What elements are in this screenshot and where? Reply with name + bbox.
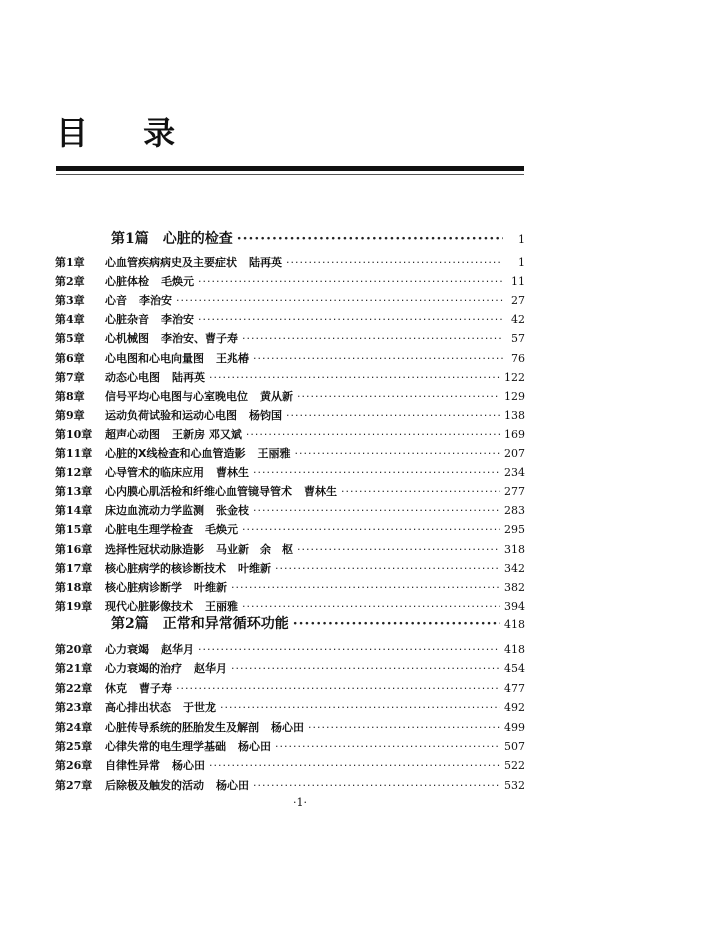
toc-chapter-row[interactable]: [55, 388, 525, 404]
chapter-title: 自律性异常: [105, 759, 160, 773]
toc-chapter-row[interactable]: [55, 445, 525, 461]
chapter-label: 第13章: [55, 485, 93, 499]
chapter-title: 心电图和心电向量图: [105, 351, 204, 365]
dot-leader: [253, 352, 503, 365]
dot-leader: [253, 504, 500, 517]
title-rule-thick: [56, 166, 524, 171]
chapter-title: 休克: [105, 681, 127, 695]
chapter-page-number: 42: [511, 313, 525, 327]
chapter-page-number: 342: [504, 561, 525, 575]
dot-leader: [198, 313, 503, 326]
chapter-title: 心脏电生理学检查: [105, 523, 193, 537]
chapter-page-number: 507: [504, 740, 525, 753]
chapter-page-number: 122: [504, 370, 525, 384]
toc-chapter-row[interactable]: [55, 311, 525, 327]
chapter-author: 王丽雅: [257, 447, 291, 460]
chapter-title: 心音: [105, 294, 127, 308]
chapter-label: 第24章: [55, 720, 93, 734]
chapter-page-number: 477: [504, 681, 525, 695]
chapter-label: 第12章: [55, 466, 93, 480]
chapter-author: 杨心田: [216, 778, 249, 792]
chapter-page-number: 207: [504, 447, 525, 460]
chapter-author: 赵华月: [194, 662, 227, 676]
chapter-title: 后除极及触发的活动: [105, 778, 204, 792]
dot-leader: [231, 662, 500, 675]
chapter-title: 动态心电图: [105, 370, 160, 384]
chapter-page-number: 492: [504, 701, 525, 715]
chapter-title: 运动负荷试验和运动心电图: [105, 408, 237, 422]
dot-leader: [253, 779, 500, 792]
chapter-label: 第7章: [55, 370, 85, 384]
toc-chapter-row[interactable]: [55, 330, 525, 346]
dot-leader: [209, 759, 500, 772]
chapter-page-number: 318: [504, 542, 525, 556]
toc-chapter-row[interactable]: [55, 641, 525, 657]
chapter-author: 毛焕元: [205, 523, 238, 537]
chapter-page-number: 1: [518, 256, 525, 269]
page-title: 目 录: [56, 114, 198, 152]
chapter-author: 曹林生: [304, 485, 337, 499]
chapter-title: 核心脏病学的核诊断技术: [105, 561, 226, 575]
chapter-author: 曹子寿: [139, 681, 172, 695]
chapter-title: 高心排出状态: [105, 701, 171, 715]
toc-chapter-row[interactable]: [55, 757, 525, 773]
chapter-author: 李治安: [161, 313, 194, 327]
chapter-page-number: 277: [504, 485, 525, 499]
chapter-page-number: 76: [511, 351, 525, 365]
chapter-author: 李治安: [139, 294, 172, 308]
chapter-author: 杨心田: [238, 740, 271, 753]
chapter-author: 陆再英: [172, 370, 205, 384]
chapter-title: 心脏传导系统的胚胎发生及解剖: [105, 720, 259, 734]
chapter-title: 选择性冠状动脉造影: [105, 542, 204, 556]
toc-chapter-row[interactable]: [55, 660, 525, 676]
toc-chapter-row[interactable]: [55, 502, 525, 518]
chapter-title: 心力衰竭的治疗: [105, 662, 182, 676]
chapter-title: 信号平均心电图与心室晚电位: [105, 389, 248, 403]
toc-chapter-row[interactable]: [55, 579, 525, 595]
toc-chapter-row[interactable]: [55, 426, 525, 442]
page-number-footer: ·1·: [293, 796, 307, 809]
chapter-title: 心内膜心肌活检和纤维心血管镜导管术: [105, 485, 292, 499]
toc-chapter-row[interactable]: [55, 350, 525, 366]
chapter-author: 杨钧国: [249, 408, 282, 422]
part-page-number: 418: [504, 618, 525, 631]
dot-leader: [176, 682, 500, 695]
chapter-label: 第8章: [55, 389, 85, 403]
title-rule-thin: [56, 174, 524, 175]
toc-chapter-row[interactable]: [55, 483, 525, 499]
chapter-page-number: 234: [504, 466, 525, 480]
chapter-label: 第17章: [55, 561, 93, 575]
toc-chapter-row[interactable]: [55, 699, 525, 715]
chapter-page-number: 169: [504, 427, 525, 441]
chapter-label: 第1章: [55, 256, 85, 269]
toc-chapter-row[interactable]: [55, 521, 525, 537]
chapter-label: 第3章: [55, 294, 85, 308]
chapter-author: 张金枝: [216, 504, 249, 518]
chapter-title: 心力衰竭: [105, 643, 149, 656]
dot-leader: [297, 543, 500, 556]
chapter-author: 王兆椿: [216, 351, 249, 365]
toc-chapter-row[interactable]: [55, 738, 525, 754]
dot-leader: [242, 600, 500, 613]
chapter-label: 第19章: [55, 599, 93, 613]
chapter-author: 王丽雅: [205, 599, 238, 613]
chapter-title: 超声心动图: [105, 427, 160, 441]
chapter-label: 第15章: [55, 523, 93, 537]
chapter-page-number: 418: [504, 643, 525, 656]
chapter-title: 心血管疾病病史及主要症状: [105, 256, 237, 269]
chapter-label: 第2章: [55, 275, 85, 289]
toc-chapter-row[interactable]: [55, 273, 525, 289]
chapter-title: 心律失常的电生理学基础: [105, 740, 226, 753]
dot-leader: [209, 371, 500, 384]
chapter-page-number: 382: [504, 580, 525, 594]
part-title: 心脏的检查: [162, 231, 233, 247]
chapter-label: 第9章: [55, 408, 85, 422]
chapter-author: 赵华月: [161, 643, 194, 656]
dot-leader: [237, 231, 503, 247]
dot-leader: [308, 721, 500, 734]
toc-chapter-row[interactable]: [55, 254, 525, 270]
chapter-label: 第5章: [55, 332, 85, 346]
dot-leader: [176, 294, 503, 307]
chapter-author: 于世龙: [183, 701, 216, 715]
dot-leader: [242, 523, 500, 536]
dot-leader: [286, 409, 500, 422]
part-page-number: 1: [518, 233, 525, 246]
toc-chapter-row[interactable]: [55, 369, 525, 385]
chapter-page-number: 57: [511, 332, 525, 346]
chapter-author: 叶维新: [238, 561, 271, 575]
chapter-label: 第16章: [55, 542, 93, 556]
chapter-label: 第14章: [55, 504, 93, 518]
chapter-label: 第20章: [55, 643, 93, 656]
chapter-page-number: 283: [504, 504, 525, 518]
chapter-page-number: 27: [511, 294, 525, 308]
chapter-title: 心脏杂音: [105, 313, 149, 327]
chapter-label: 第18章: [55, 580, 93, 594]
chapter-author: 杨心田: [271, 720, 304, 734]
dot-leader: [253, 466, 500, 479]
dot-leader: [286, 256, 503, 269]
chapter-label: 第25章: [55, 740, 93, 753]
chapter-author: 马业新 余 枢: [216, 542, 293, 556]
dot-leader: [341, 485, 500, 498]
chapter-title: 心导管术的临床应用: [105, 466, 204, 480]
part-label: 第2篇: [111, 616, 149, 632]
chapter-label: 第21章: [55, 662, 93, 676]
chapter-label: 第11章: [55, 447, 93, 460]
chapter-label: 第27章: [55, 778, 93, 792]
chapter-author: 王新房 邓又斌: [172, 427, 242, 441]
chapter-author: 毛焕元: [161, 275, 194, 289]
dot-leader: [294, 447, 500, 460]
chapter-page-number: 295: [504, 523, 525, 537]
chapter-page-number: 532: [504, 778, 525, 792]
chapter-page-number: 129: [504, 389, 525, 403]
dot-leader: [231, 581, 500, 594]
toc-chapter-row[interactable]: [55, 541, 525, 557]
chapter-author: 李治安、曹子寿: [161, 332, 238, 346]
toc-part-row[interactable]: [55, 613, 525, 633]
chapter-page-number: 522: [504, 759, 525, 773]
toc-chapter-row[interactable]: [55, 464, 525, 480]
chapter-page-number: 454: [504, 662, 525, 676]
toc-chapter-row[interactable]: [55, 407, 525, 423]
dot-leader: [297, 390, 500, 403]
dot-leader: [246, 428, 500, 441]
chapter-label: 第23章: [55, 701, 93, 715]
dot-leader: [275, 740, 500, 753]
chapter-page-number: 394: [504, 599, 525, 613]
part-label: 第1篇: [111, 231, 149, 247]
dot-leader: [242, 332, 503, 345]
chapter-page-number: 11: [511, 275, 525, 289]
toc-part-row[interactable]: [55, 228, 525, 248]
chapter-title: 现代心脏影像技术: [105, 599, 193, 613]
chapter-title: 心机械图: [105, 332, 149, 346]
chapter-author: 黄从新: [260, 389, 293, 403]
dot-leader: [220, 701, 500, 714]
chapter-label: 第10章: [55, 427, 93, 441]
chapter-author: 曹林生: [216, 466, 249, 480]
chapter-title: 心脏的X线检查和心血管造影: [105, 447, 246, 460]
chapter-title: 床边血流动力学监测: [105, 504, 204, 518]
chapter-author: 杨心田: [172, 759, 205, 773]
dot-leader: [293, 616, 500, 632]
dot-leader: [275, 562, 500, 575]
chapter-page-number: 499: [504, 720, 525, 734]
toc-chapter-row[interactable]: [55, 719, 525, 735]
chapter-label: 第4章: [55, 313, 85, 327]
chapter-author: 陆再英: [249, 256, 282, 269]
toc-chapter-row[interactable]: [55, 777, 525, 793]
toc-chapter-row[interactable]: [55, 680, 525, 696]
chapter-label: 第6章: [55, 351, 85, 365]
chapter-author: 叶维新: [194, 580, 227, 594]
chapter-page-number: 138: [504, 408, 525, 422]
toc-chapter-row[interactable]: [55, 560, 525, 576]
toc-chapter-row[interactable]: [55, 598, 525, 614]
chapter-title: 核心脏病诊断学: [105, 580, 182, 594]
chapter-title: 心脏体检: [105, 275, 149, 289]
chapter-label: 第22章: [55, 681, 93, 695]
dot-leader: [198, 643, 500, 656]
toc-chapter-row[interactable]: [55, 292, 525, 308]
part-title: 正常和异常循环功能: [162, 616, 289, 632]
chapter-label: 第26章: [55, 759, 93, 773]
dot-leader: [198, 275, 503, 288]
